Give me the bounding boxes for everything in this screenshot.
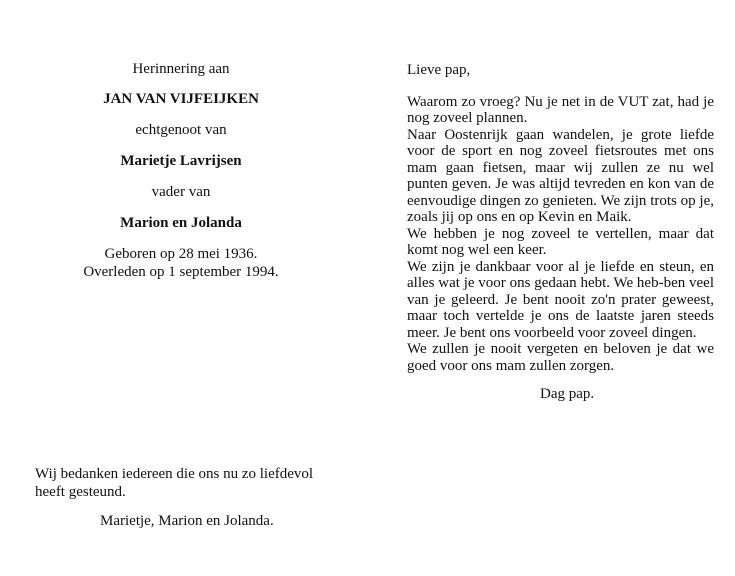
relation-children-label: vader van bbox=[151, 184, 211, 200]
birth-date: Geboren op 28 mei 1936. bbox=[104, 246, 258, 262]
letter-paragraph: We hebben je nog zoveel te vertellen, maar dat komt nog wel een keer. bbox=[407, 225, 714, 258]
letter-greeting: Lieve pap, bbox=[407, 62, 471, 78]
letter-paragraph: Waarom zo vroeg? Nu je net in de VUT zat, had je nog zoveel plannen. bbox=[407, 93, 714, 126]
letter-paragraph: Naar Oostenrijk gaan wandelen, je grote liefde voor de sport en nog zoveel fietsroutes met ons mam gaan fietsen, maar wij zullen ze nu wel punten geven. Je was altijd tevreden en kon van de eenvoudige dingen zo genieten. We zijn trots op je, zoals jij op ons en op Kevin en Maik. bbox=[407, 126, 714, 225]
letter-paragraph: We zijn je dankbaar voor al je liefde en steun, en alles wat je voor ons gedaan hebt. We heb-ben veel van je geleerd. Je bent nooit zo'n prater geweest, maar toch vertelde je ons de laatste jaren steeds meer. Je bent ons voorbeeld voor zoveel dingen. bbox=[407, 258, 714, 341]
letter-paragraph: We zullen je nooit vergeten en beloven je dat we goed voor ons mam zullen zorgen. bbox=[407, 341, 714, 374]
spouse-name: Marietje Lavrijsen bbox=[120, 153, 242, 169]
letter-closing: Dag pap. bbox=[540, 386, 595, 402]
death-date: Overleden op 1 september 1994. bbox=[83, 264, 279, 280]
children-names: Marion en Jolanda bbox=[120, 215, 242, 231]
intro-text: Herinnering aan bbox=[132, 61, 230, 77]
memorial-details bbox=[0, 60, 362, 281]
thanks-text: Wij bedanken iedereen die ons nu zo liefdevol heeft gesteund. bbox=[35, 466, 314, 500]
deceased-name: JAN VAN VIJFEIJKEN bbox=[103, 91, 259, 107]
letter bbox=[407, 62, 714, 403]
relation-spouse-label: echtgenoot van bbox=[135, 122, 227, 138]
thanks-signature: Marietje, Marion en Jolanda. bbox=[100, 513, 274, 529]
